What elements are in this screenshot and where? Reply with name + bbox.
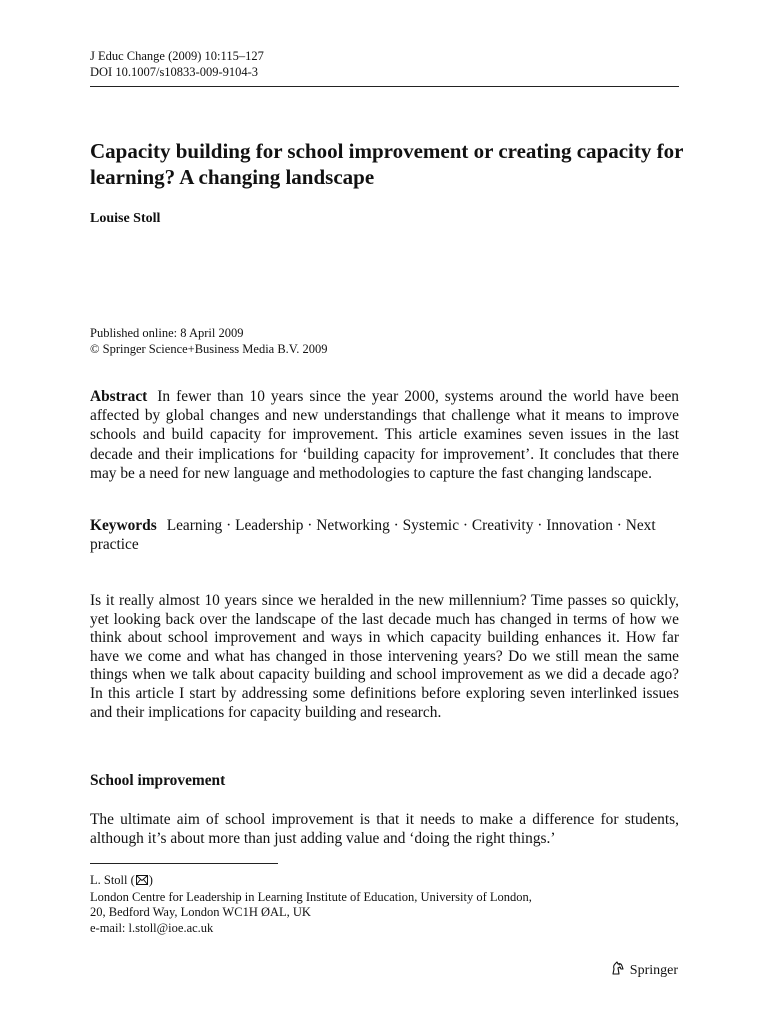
abstract-text: In fewer than 10 years since the year 2000, systems around the world have been affected by global changes and new understandings that challenge what it means to improve schools and build capacity for improvement. This article examines seven issues in the last decade and their implications for ‘building capacity for improvement’. It concludes that there may be a need for new language and methodologies to capture the fast changing landscape. xyxy=(90,388,679,482)
published-online-date: Published online: 8 April 2009 xyxy=(90,326,244,340)
publisher-logo xyxy=(610,960,678,981)
publisher-name: Springer xyxy=(629,962,678,978)
intro-paragraph: Is it really almost 10 years since we heralded in the new millennium? Time passes so quickly, yet looking back over the landscape of the last decade much has changed in terms of how we think about school improvement and ways in which capacity building enhances it. How far have we come and what has changed in those intervening years? Do we still mean the same things when we talk about capacity building and school improvement as we did a decade ago? In this article I start by addressing some definitions before exploring seven interlinked issues and their implications for capacity building and research. xyxy=(90,592,679,721)
corresponding-author-name: L. Stoll ( xyxy=(90,873,135,887)
author-address: 20, Bedford Way, London WC1H ØAL, UK xyxy=(90,905,311,919)
envelope-icon[interactable] xyxy=(136,874,148,890)
keywords-label: Keywords xyxy=(90,517,157,534)
copyright-notice: © Springer Science+Business Media B.V. 2009 xyxy=(90,342,328,356)
abstract xyxy=(90,387,679,483)
section-paragraph: The ultimate aim of school improvement is that it needs to make a difference for students, although it’s about more than just adding value and ‘doing the right things.’ xyxy=(90,811,679,847)
author-email[interactable]: e-mail: l.stoll@ioe.ac.uk xyxy=(90,920,214,935)
article-author: Louise Stoll xyxy=(90,211,161,226)
journal-citation: J Educ Change (2009) 10:115–127 xyxy=(90,49,264,63)
keywords xyxy=(90,516,679,554)
corresponding-author-close: ) xyxy=(148,873,153,887)
abstract-label: Abstract xyxy=(90,388,148,405)
footnote-divider xyxy=(90,863,278,864)
corresponding-author xyxy=(90,873,532,890)
keywords-list: Learning · Leadership · Networking · Systemic · Creativity · Innovation · Next practice xyxy=(90,517,656,554)
publication-info xyxy=(90,325,327,357)
article-title: Capacity building for school improvement or creating capacity for learning? A changing landscape xyxy=(90,139,684,189)
author-affiliation: London Centre for Leadership in Learning Institute of Education, University of London, xyxy=(90,889,532,904)
doi[interactable]: DOI 10.1007/s10833-009-9104-3 xyxy=(90,65,259,79)
section-heading: School improvement xyxy=(90,772,226,789)
journal-header xyxy=(90,48,264,80)
springer-horse-icon xyxy=(610,960,626,981)
header-divider xyxy=(90,86,679,87)
author-footnote xyxy=(90,873,532,936)
